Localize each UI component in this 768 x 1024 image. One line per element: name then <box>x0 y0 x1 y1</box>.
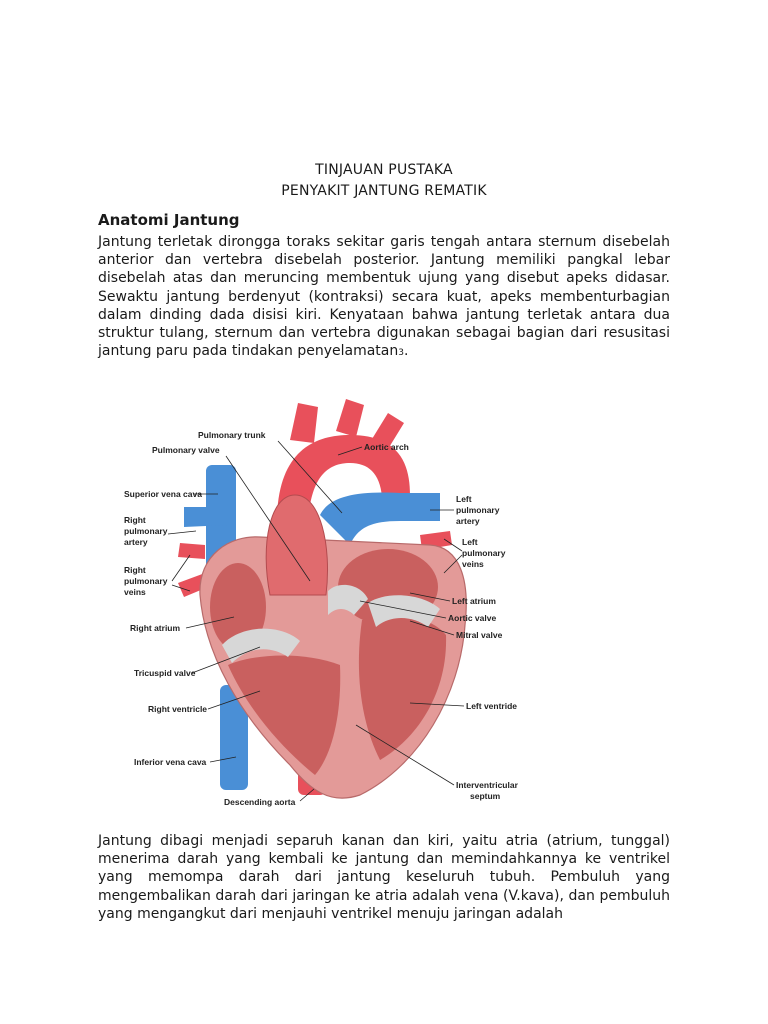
label-mitral-valve: Mitral valve <box>456 630 503 640</box>
label-right-pulmonary-veins-2: pulmonary <box>124 576 168 586</box>
label-right-pulmonary-veins-3: veins <box>124 587 146 597</box>
label-left-pulmonary-artery-1: Left <box>456 494 472 504</box>
doc-title-1: TINJAUAN PUSTAKA <box>315 162 453 178</box>
left-ventricle-shape <box>359 615 446 760</box>
label-interventricular-septum-1: Interventricular <box>456 780 518 790</box>
label-superior-vena-cava: Superior vena cava <box>124 489 202 499</box>
label-right-pulmonary-artery-1: Right <box>124 515 146 525</box>
paragraph-2: Jantung dibagi menjadi separuh kanan dan kiri, yaitu atria (atrium, tunggal) menerima darah yang kembali ke jantung dan memindahkannya ke ventrikel yang memompa darah dari jantung keseluruh tubuh. Pembuluh yang mengembalikan darah dari jaringan ke atria adalah vena (V.kava), dan pembuluh yang mengangkut dari menjauhi ventrikel menuju jaringan adalah <box>98 833 670 922</box>
paragraph-1-text: Jantung terletak dirongga toraks sekitar garis tengah antara sternum disebelah anterior dan vertebra disebelah posterior. Jantung memiliki pangkal lebar disebelah atas dan meruncing membentuk ujung yang disebut apeks didasar. Sewaktu jantung berdenyut (kontraksi) secara kuat, apeks membenturbagian dalam dinding dada disisi kiri. Kenyataan bahwa jantung terletak antara dua struktur tulang, sternum dan vertebra digunakan sebagai bagian dari resusitasi jantung paru pada tindakan penyelamatan <box>98 234 670 360</box>
paragraph-1 <box>98 233 670 362</box>
label-left-atrium: Left atrium <box>452 596 496 606</box>
label-pulmonary-trunk: Pulmonary trunk <box>198 430 266 440</box>
label-left-pulmonary-veins-2: pulmonary <box>462 548 506 558</box>
label-descending-aorta: Descending aorta <box>224 797 296 807</box>
label-right-pulmonary-veins-1: Right <box>124 565 146 575</box>
label-right-pulmonary-artery-3: artery <box>124 537 148 547</box>
label-right-pulmonary-artery-2: pulmonary <box>124 526 168 536</box>
label-aortic-valve: Aortic valve <box>448 613 497 623</box>
label-aortic-arch: Aortic arch <box>364 442 409 452</box>
label-left-pulmonary-veins-1: Left <box>462 537 478 547</box>
reference-number: 3 <box>398 348 404 359</box>
right-pulmonary-artery-shape <box>184 507 228 527</box>
title-block <box>0 160 768 202</box>
label-left-pulmonary-artery-3: artery <box>456 516 480 526</box>
pulmonary-trunk-shape <box>266 495 327 595</box>
doc-title-2: PENYAKIT JANTUNG REMATIK <box>281 183 487 199</box>
label-interventricular-septum-2: septum <box>470 791 501 801</box>
section-heading: Anatomi Jantung <box>98 211 240 229</box>
label-inferior-vena-cava: Inferior vena cava <box>134 757 207 767</box>
label-pulmonary-valve: Pulmonary valve <box>152 445 220 455</box>
label-right-atrium: Right atrium <box>130 623 181 633</box>
label-left-ventricle: Left ventride <box>466 701 518 711</box>
heart-anatomy-figure <box>110 395 540 815</box>
label-tricuspid-valve: Tricuspid valve <box>134 668 196 678</box>
label-left-pulmonary-veins-3: veins <box>462 559 484 569</box>
label-right-ventricle: Right ventricle <box>148 704 208 714</box>
heart-diagram <box>110 395 540 815</box>
paragraph-1-end: . <box>403 343 409 360</box>
label-left-pulmonary-artery-2: pulmonary <box>456 505 500 515</box>
